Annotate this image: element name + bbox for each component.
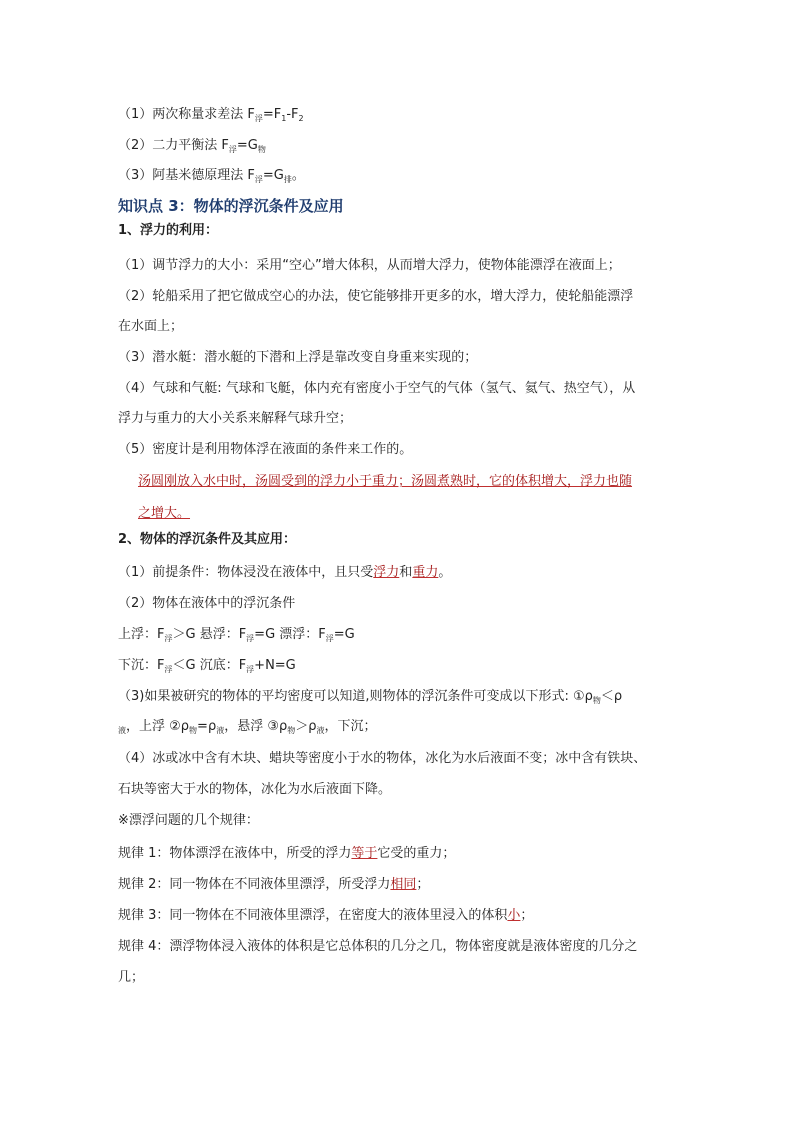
s2-paragraph-4b: 石块等密大于水的物体，冰化为水后液面下降。 <box>118 782 392 797</box>
s2-paragraph-1: （1）前提条件：物体浸没在液体中，且只受浮力和重力。 <box>118 565 452 580</box>
s1-paragraph-3: （3）潜水艇：潜水艇的下潜和上浮是靠改变自身重来实现的； <box>118 350 478 365</box>
rules-title: ※漂浮问题的几个规律： <box>118 813 259 828</box>
section-2-title: 2、物体的浮沉条件及其应用： <box>118 532 297 547</box>
condition-rise: 上浮：$F_浮>G$ 悬浮：$F_浮=G$ 漂浮：$F_浮=G$ <box>118 627 355 643</box>
s1-paragraph-2b: 在水面上； <box>118 319 184 334</box>
s1-paragraph-4b: 浮力与重力的大小关系来解释气球升空； <box>118 411 353 426</box>
s1-paragraph-5: （5）密度计是利用物体浮在液面的条件来工作的。 <box>118 442 413 457</box>
s1-paragraph-2a: （2）轮船采用了把它做成空心的办法，使它能够排开更多的水，增大浮力，使轮船能漂浮 <box>118 289 634 304</box>
s1-paragraph-1: （1）调节浮力的大小：采用“空心”增大体积，从而增大浮力，使物体能漂浮在液面上； <box>118 258 621 273</box>
s2-paragraph-3a: （3)如果被研究的物体的平均密度可以知道,则物体的浮沉条件可变成以下形式: $①\rho_物<\rho$ <box>118 689 623 705</box>
gravity-term: 重力 <box>412 565 439 580</box>
knowledge-point-3-heading: 知识点 3：物体的浮沉条件及应用 <box>118 197 344 215</box>
s2-paragraph-2: （2）物体在液体中的浮沉条件 <box>118 596 296 611</box>
tangyuan-note-b: 之增大。 <box>138 506 191 521</box>
rule-4a: 规律 4：漂浮物体浸入液体的体积是它总体积的几分之几，物体密度就是液体密度的几分之 <box>118 939 638 954</box>
section-1-title: 1、浮力的利用： <box>118 223 219 238</box>
method-1: （1）两次称量求差法 $F_浮=F_1-F_2$ <box>118 107 304 123</box>
s2-paragraph-3b: $_液$，上浮 $②\rho_物=\rho_液$，悬浮 $③\rho_物>\rho_液$，下沉； <box>118 719 377 735</box>
method-3: （3）阿基米德原理法 $F_浮=G_排$。 <box>118 168 305 184</box>
rule-3: 规律 3：同一物体在不同液体里漂浮，在密度大的液体里浸入的体积小； <box>118 908 534 923</box>
rule-4b: 几； <box>118 970 145 985</box>
method-2: （2）二力平衡法 $F_浮=G_物$ <box>118 138 266 154</box>
buoyancy-term: 浮力 <box>373 565 400 580</box>
rule-2: 规律 2：同一物体在不同液体里漂浮，所受浮力相同； <box>118 877 430 892</box>
s1-paragraph-4a: （4）气球和气艇: 气球和飞艇，体内充有密度小于空气的气体（氢气、氦气、热空气），从 <box>118 381 636 396</box>
rule-1: 规律 1：物体漂浮在液体中，所受的浮力等于它受的重力； <box>118 846 456 861</box>
condition-sink: 下沉：$F_浮<G$ 沉底：$F_浮+N=G$ <box>118 658 296 674</box>
tangyuan-note-a: 汤圆刚放入水中时，汤圆受到的浮力小于重力；汤圆煮熟时，它的体积增大，浮力也随 <box>138 474 633 489</box>
s2-paragraph-4a: （4）冰或冰中含有木块、蜡块等密度小于水的物体，冰化为水后液面不变；冰中含有铁块、 <box>118 751 647 766</box>
